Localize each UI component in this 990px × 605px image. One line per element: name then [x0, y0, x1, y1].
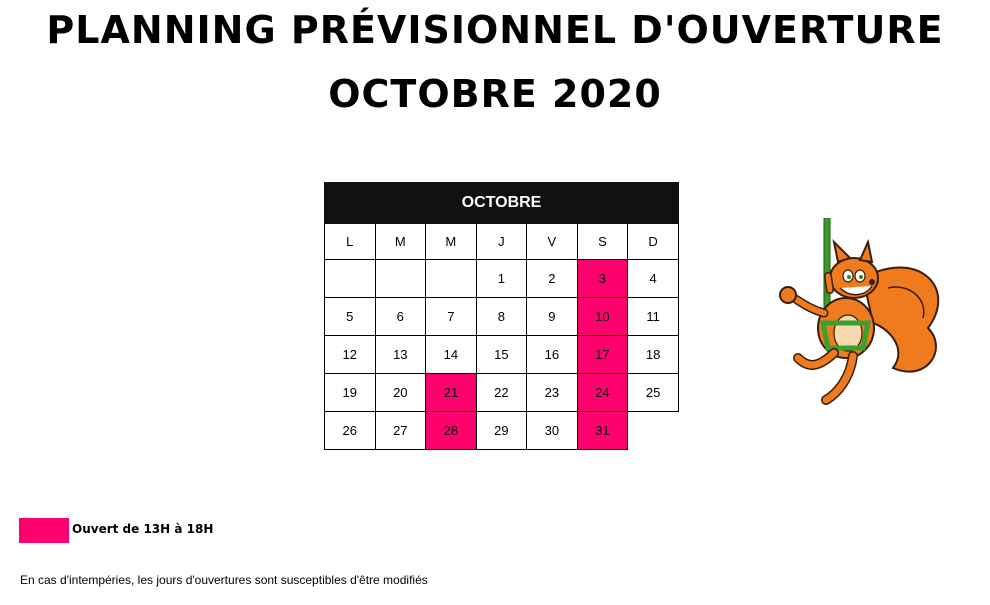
- calendar-day: 11: [628, 298, 679, 336]
- calendar-day: 23: [527, 374, 578, 412]
- weekday-label: M: [426, 224, 477, 260]
- calendar-blank: [628, 412, 679, 450]
- calendar-day-open: 17: [577, 336, 628, 374]
- weather-note: En cas d'intempéries, les jours d'ouvertures sont susceptibles d'être modifiés: [20, 573, 428, 587]
- calendar-day: 22: [476, 374, 527, 412]
- calendar-day: 26: [325, 412, 376, 450]
- weekday-label: V: [527, 224, 578, 260]
- calendar-day: 6: [375, 298, 426, 336]
- calendar-day: 27: [375, 412, 426, 450]
- calendar-day: 25: [628, 374, 679, 412]
- calendar-day: 7: [426, 298, 477, 336]
- calendar-day: 16: [527, 336, 578, 374]
- calendar-empty-cell: [375, 260, 426, 298]
- calendar-empty-cell: [426, 260, 477, 298]
- calendar-empty-cell: [325, 260, 376, 298]
- calendar-week-row: [325, 412, 679, 450]
- calendar-day: 9: [527, 298, 578, 336]
- weekday-label: S: [577, 224, 628, 260]
- calendar-day-open: 31: [577, 412, 628, 450]
- calendar-day: 15: [476, 336, 527, 374]
- calendar-day: 18: [628, 336, 679, 374]
- calendar-week-row: [325, 298, 679, 336]
- page-title-line-1: PLANNING PRÉVISIONNEL D'OUVERTURE: [46, 8, 944, 52]
- calendar-day: 13: [375, 336, 426, 374]
- legend-color-swatch: [19, 518, 69, 543]
- calendar-day: 30: [527, 412, 578, 450]
- weekday-label: M: [375, 224, 426, 260]
- calendar-week-row: [325, 336, 679, 374]
- weekday-label: D: [628, 224, 679, 260]
- climbing-squirrel-icon: [768, 218, 948, 408]
- weekday-header-row: [325, 224, 679, 260]
- calendar-day: 2: [527, 260, 578, 298]
- weekday-label: J: [476, 224, 527, 260]
- legend-label: Ouvert de 13H à 18H: [72, 522, 214, 536]
- calendar-day-open: 28: [426, 412, 477, 450]
- calendar-month-header: OCTOBRE: [325, 183, 679, 224]
- calendar-day: 4: [628, 260, 679, 298]
- calendar-day-open: 3: [577, 260, 628, 298]
- weekday-label: L: [325, 224, 376, 260]
- page-title-line-2: OCTOBRE 2020: [328, 72, 662, 116]
- calendar-body: [325, 260, 679, 450]
- calendar-day: 5: [325, 298, 376, 336]
- calendar-day: 20: [375, 374, 426, 412]
- calendar-day-open: 10: [577, 298, 628, 336]
- calendar-table: [324, 182, 679, 450]
- calendar-week-row: [325, 374, 679, 412]
- calendar-day: 19: [325, 374, 376, 412]
- calendar-day-open: 21: [426, 374, 477, 412]
- calendar-day: 1: [476, 260, 527, 298]
- calendar-day: 29: [476, 412, 527, 450]
- calendar-week-row: [325, 260, 679, 298]
- calendar-day-open: 24: [577, 374, 628, 412]
- calendar-day: 14: [426, 336, 477, 374]
- calendar-day: 12: [325, 336, 376, 374]
- calendar-day: 8: [476, 298, 527, 336]
